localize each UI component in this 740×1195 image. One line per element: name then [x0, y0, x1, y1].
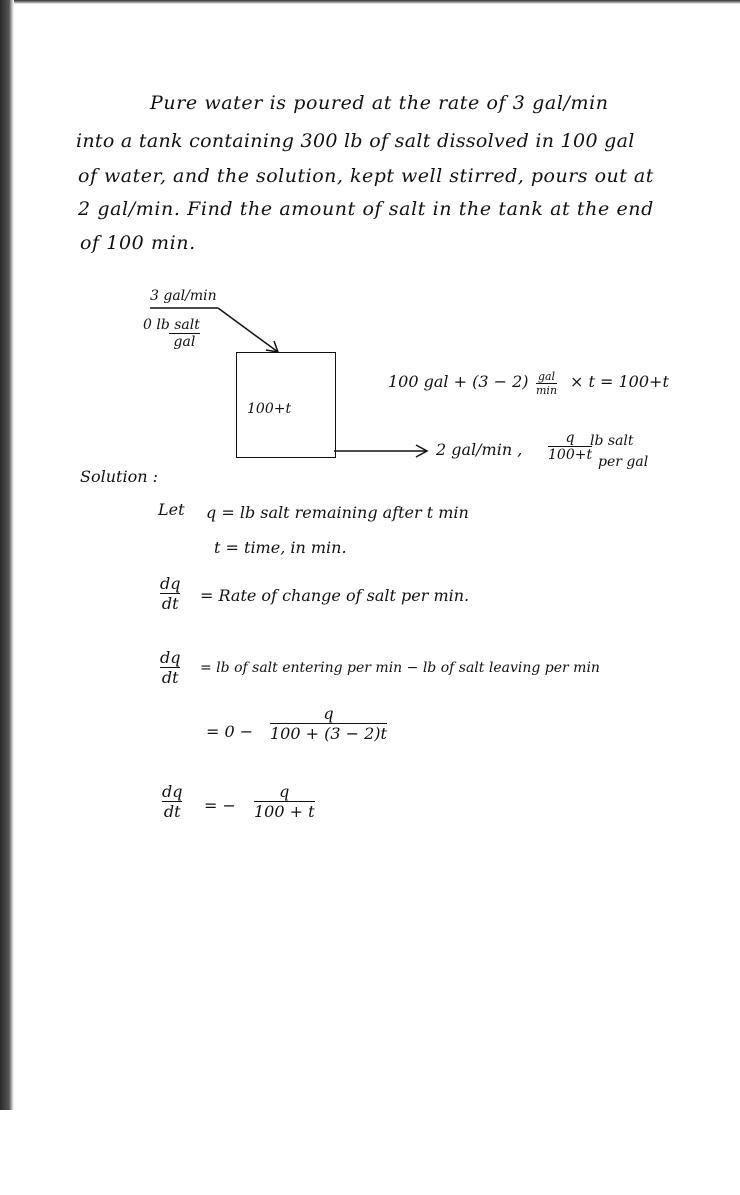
eq4-fraction	[254, 782, 315, 821]
eq4-dt: dt	[163, 802, 181, 821]
tank-box	[236, 352, 336, 458]
problem-line-5: of 100 min.	[80, 232, 196, 254]
eq1-dq: dq	[160, 574, 181, 593]
eq2-dt: dt	[161, 668, 179, 687]
outflow-conc-numerator: q	[565, 430, 575, 446]
outflow-rate: 2 gal/min ,	[436, 440, 523, 459]
volume-equation-lhs: 100 gal + (3 − 2)	[388, 372, 529, 391]
volume-unit-fraction	[536, 370, 557, 397]
solution-heading: Solution :	[80, 467, 158, 486]
eq1-rhs: = Rate of change of salt per min.	[200, 586, 470, 605]
outflow-concentration	[548, 430, 592, 463]
eq3-fraction	[270, 704, 387, 743]
eq3-denominator: 100 + (3 − 2)t	[270, 724, 387, 743]
eq4-denominator: 100 + t	[254, 802, 315, 821]
definition-t: t = time, in min.	[214, 538, 347, 557]
volume-equation-rhs: × t = 100+t	[570, 372, 669, 391]
problem-line-1: Pure water is poured at the rate of 3 gal/min	[150, 92, 609, 114]
let-word: Let	[158, 500, 185, 519]
inflow-conc-denominator: gal	[173, 334, 196, 350]
definition-q: q = lb salt remaining after t min	[206, 503, 469, 522]
problem-line-3: of water, and the solution, kept well stirred, pours out at	[78, 165, 654, 187]
eq4-numerator: q	[279, 782, 290, 801]
eq3-prefix: = 0 −	[206, 722, 254, 741]
inflow-arrow	[218, 308, 278, 352]
tank-volume-label: 100+t	[247, 401, 292, 417]
eq1-derivative	[160, 574, 180, 613]
volume-unit-denominator: min	[536, 384, 558, 397]
outflow-conc-unit-2: per gal	[598, 454, 649, 470]
problem-line-4: 2 gal/min. Find the amount of salt in the tank at the end	[78, 198, 654, 220]
eq2-dq: dq	[160, 648, 181, 667]
eq2-rhs: = lb of salt entering per min − lb of salt leaving per min	[200, 660, 600, 676]
eq2-derivative	[160, 648, 180, 687]
problem-line-2: into a tank containing 300 lb of salt dissolved in 100 gal	[76, 130, 635, 152]
eq4-prefix: = −	[204, 796, 236, 815]
eq4-derivative	[162, 782, 182, 821]
volume-unit-numerator: gal	[537, 370, 556, 383]
outflow-conc-denominator: 100+t	[548, 447, 593, 463]
eq1-dt: dt	[161, 594, 179, 613]
inflow-concentration	[143, 317, 200, 350]
outflow-conc-unit-1: lb salt	[590, 433, 634, 449]
eq3-numerator: q	[323, 704, 334, 723]
inflow-rate: 3 gal/min	[150, 288, 217, 304]
inflow-conc-numerator: 0 lb salt	[143, 317, 200, 333]
eq4-dq: dq	[162, 782, 183, 801]
